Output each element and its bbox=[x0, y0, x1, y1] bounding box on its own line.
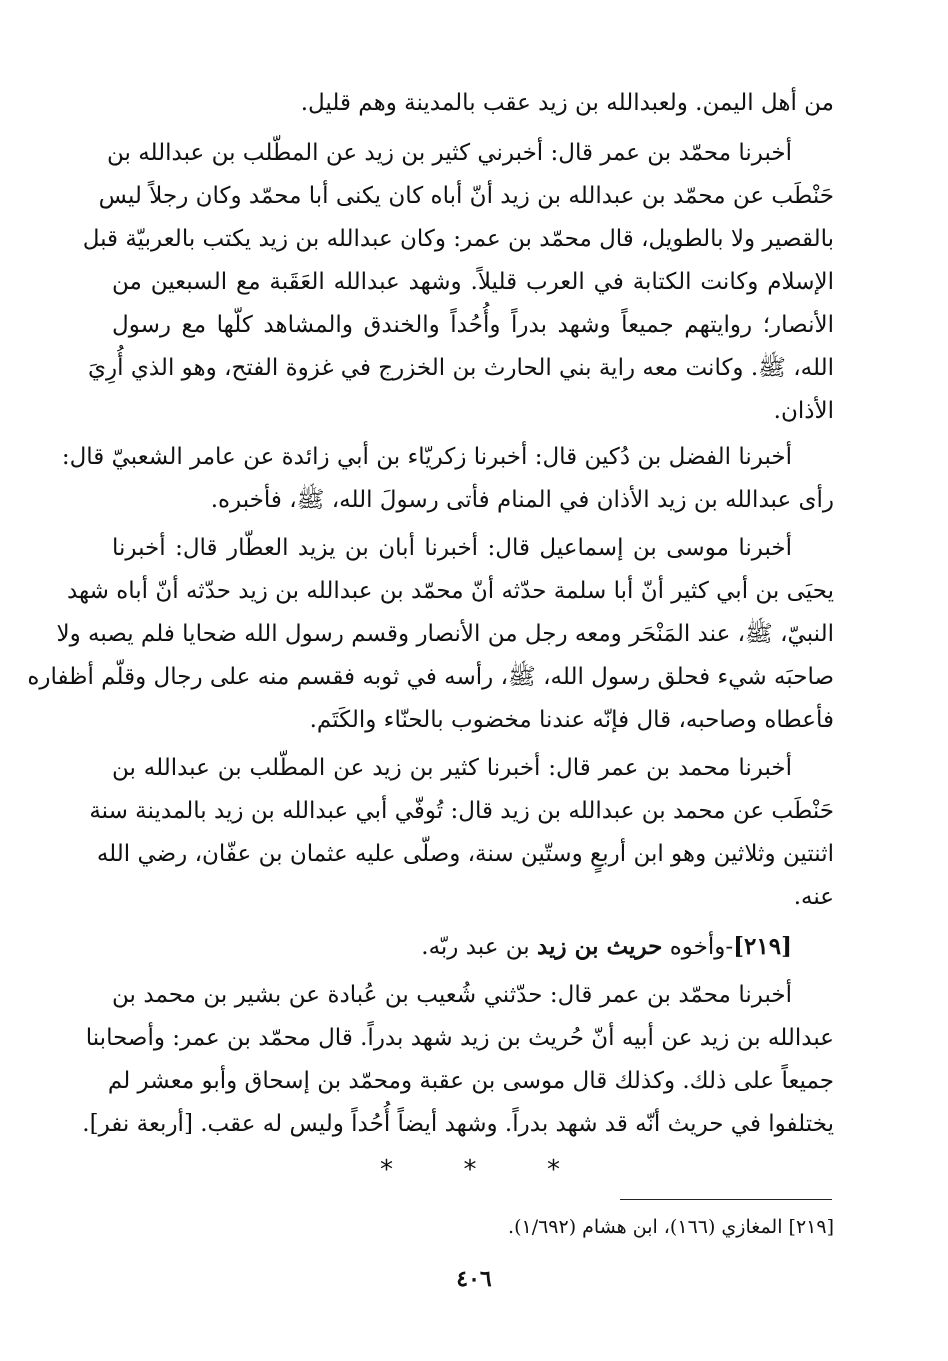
footnote-divider bbox=[620, 1199, 832, 1200]
text-line: حَنْطَب عن محمد بن عبدالله بن زيد قال: تُوفّي أبي عبدالله بن زيد بالمدينة سنة bbox=[89, 798, 834, 824]
separator-star: * bbox=[547, 1155, 560, 1185]
text-line: رأى عبدالله بن زيد الأذان في المنام فأتى رسولَ الله، ﷺ، فأخبره. bbox=[210, 487, 834, 513]
text-line: أخبرنا محمّد بن عمر قال: أخبرني كثير بن زيد عن المطّلب بن عبدالله بن bbox=[106, 140, 792, 166]
text-line: الإسلام وكانت الكتابة في العرب قليلاً. وشهد عبدالله العَقَبة مع السبعين من bbox=[112, 269, 834, 295]
section-heading bbox=[421, 932, 792, 962]
text-line: من أهل اليمن. ولعبدالله بن زيد عقب بالمدينة وهم قليل. bbox=[300, 90, 834, 116]
text-line: أخبرنا موسى بن إسماعيل قال: أخبرنا أبان بن يزيد العطّار قال: أخبرنا bbox=[112, 535, 792, 561]
entry-number: [٢١٩] bbox=[733, 933, 792, 960]
text-line: اثنتين وثلاثين وهو ابن أربعٍ وستّين سنة، وصلّى عليه عثمان بن عفّان، رضي الله bbox=[96, 841, 834, 867]
page-number: ٤٠٦ bbox=[456, 1266, 492, 1292]
text-line: أخبرنا محمد بن عمر قال: أخبرنا كثير بن زيد عن المطّلب بن عبدالله بن bbox=[112, 755, 792, 781]
text-line: بالقصير ولا بالطويل، قال محمّد بن عمر: وكان عبدالله بن زيد يكتب بالعربيّة قبل bbox=[82, 226, 834, 252]
heading-suffix: بن عبد ربّه. bbox=[421, 934, 530, 960]
text-line: جميعاً على ذلك. وكذلك قال موسى بن عقبة ومحمّد بن إسحاق وأبو معشر لم bbox=[107, 1068, 834, 1094]
text-line: الأنصار؛ روايتهم جميعاً وشهد بدراً وأُحُداً والخندق والمشاهد كلّها مع رسول bbox=[112, 312, 834, 338]
heading-name: حريث بن زيد bbox=[537, 933, 663, 960]
text-line: الأذان. bbox=[773, 398, 834, 424]
heading-prefix: وأخوه bbox=[669, 934, 726, 960]
text-line: عنه. bbox=[793, 884, 834, 910]
text-line: يختلفوا في حريث أنّه قد شهد بدراً. وشهد أيضاً أُحُداً وليس له عقب. [أربعة نفر]. bbox=[82, 1111, 834, 1137]
text-line: الله، ﷺ. وكانت معه راية بني الحارث بن الخزرج في غزوة الفتح، وهو الذي أُرِيَ bbox=[88, 355, 834, 381]
text-line: فأعطاه وصاحبه، قال فإنّه عندنا مخضوب بالحنّاء والكَتَم. bbox=[309, 707, 834, 733]
text-line: النبيّ، ﷺ، عند المَنْحَر ومعه رجل من الأنصار وقسم رسول الله ضحايا فلم يصبه ولا bbox=[56, 621, 834, 647]
text-line: صاحبَه شيء فحلق رسول الله، ﷺ، رأسه في ثوبه فقسم منه على رجال وقلّم أظفاره bbox=[27, 664, 834, 690]
text-line: أخبرنا الفضل بن دُكين قال: أخبرنا زكريّاء بن أبي زائدة عن عامر الشعبيّ قال: bbox=[61, 444, 792, 470]
text-line: أخبرنا محمّد بن عمر قال: حدّثني شُعيب بن عُبادة عن بشير بن محمد بن bbox=[112, 982, 792, 1008]
text-line: يحيَى بن أبي كثير أنّ أبا سلمة حدّثه أنّ محمّد بن عبدالله بن زيد حدّثه أنّ أباه شهد bbox=[66, 578, 834, 604]
separator-star: * bbox=[463, 1155, 477, 1185]
text-line: حَنْطَب عن محمّد بن عبدالله بن زيد أنّ أباه كان يكنى أبا محمّد وكان رجلاً ليس bbox=[98, 183, 834, 209]
separator-star: * bbox=[380, 1155, 393, 1185]
heading-dash: - bbox=[725, 934, 734, 960]
section-separator bbox=[380, 1155, 560, 1185]
text-line: عبدالله بن زيد عن أبيه أنّ حُريث بن زيد شهد بدراً. قال محمّد بن عمر: وأصحابنا bbox=[85, 1025, 834, 1051]
footnote: [٢١٩] المغازي (١٦٦)، ابن هشام (١/٦٩٢). bbox=[508, 1216, 834, 1238]
